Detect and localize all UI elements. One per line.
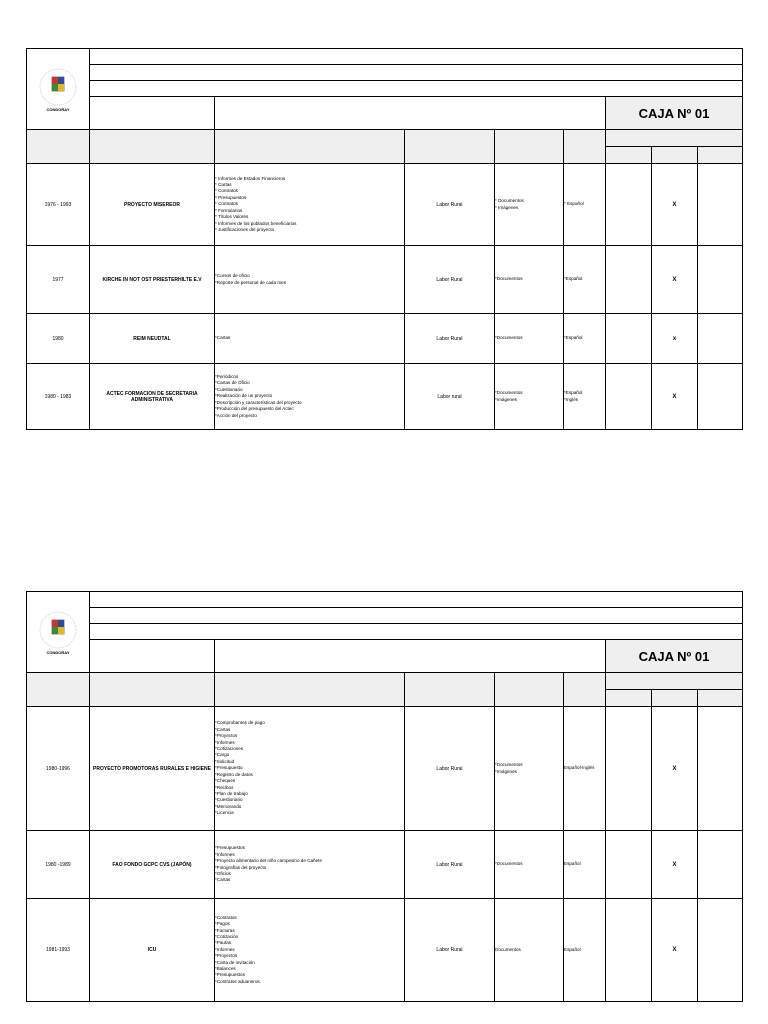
table-row <box>27 246 743 314</box>
content-item: *Pagos <box>215 921 230 927</box>
row-language <box>564 246 606 314</box>
col-header-type <box>495 130 564 164</box>
info-cell <box>90 624 743 640</box>
content-item: *Informes <box>215 851 235 857</box>
content-item: *Cartas de Oficio <box>215 380 250 386</box>
content-item: * Contratos <box>215 201 238 207</box>
content-item: *Presupuesto <box>215 765 243 771</box>
row-contents <box>215 164 405 246</box>
box-number-label: CAJA Nº 01 <box>606 640 743 673</box>
col-header-date <box>27 673 90 707</box>
type-item: *Documentos <box>495 335 523 341</box>
row-project: PROYECTO PROMOTORAS RURALES E HIGIENE <box>90 707 215 831</box>
language-item: Español <box>564 946 581 952</box>
content-item: *Cartas <box>215 877 231 883</box>
row-project: KIRCHE IN NOT OST PRIESTERHILTE E.V <box>90 246 215 314</box>
content-item: *Oficios <box>215 870 231 876</box>
row-language <box>564 164 606 246</box>
type-item: *Documentos <box>495 276 523 282</box>
row-mark: X <box>652 164 698 246</box>
type-item: * Imágenes <box>495 204 519 210</box>
table-row <box>27 899 743 1002</box>
row-contents <box>215 314 405 364</box>
row-state-a <box>606 314 652 364</box>
row-area: Labor Rural <box>405 246 495 314</box>
row-date: 1981-1993 <box>27 899 90 1002</box>
col-header-state-b <box>652 690 698 707</box>
row-date: 1980 - 1983 <box>27 364 90 430</box>
institution-logo <box>27 610 89 650</box>
content-item: *Periódicos <box>215 374 239 380</box>
type-item: * Documentos <box>495 198 524 204</box>
content-item: *Contratos <box>215 914 237 920</box>
row-language <box>564 707 606 831</box>
row-mark: X <box>652 831 698 899</box>
row-area: Labor rural <box>405 364 495 430</box>
row-state-c <box>698 314 743 364</box>
logo-text: CONDORAY <box>46 649 70 655</box>
row-date: 1980 -1989 <box>27 831 90 899</box>
table-row <box>27 314 743 364</box>
content-item: *Informes <box>215 946 235 952</box>
subtitle-cell <box>90 608 743 624</box>
subtitle-cell <box>90 65 743 81</box>
box-number-label: CAJA Nº 01 <box>606 97 743 130</box>
row-mark: X <box>652 364 698 430</box>
col-header-type <box>495 673 564 707</box>
content-item: * Justificaciones del proyecto <box>215 226 275 232</box>
row-contents <box>215 707 405 831</box>
col-header-language <box>564 673 606 707</box>
row-contents <box>215 831 405 899</box>
logo-cell <box>27 49 90 130</box>
table-row <box>27 164 743 246</box>
header-blank-b <box>215 640 606 673</box>
content-item: * Cartas <box>215 182 232 188</box>
row-state-c <box>698 364 743 430</box>
row-date: 1976 - 1993 <box>27 164 90 246</box>
content-item: *Facturas <box>215 927 235 933</box>
col-header-area <box>405 130 495 164</box>
col-header-language <box>564 130 606 164</box>
row-project: PROYECTO MISEREOR <box>90 164 215 246</box>
header-blank-a <box>90 97 215 130</box>
row-project: FAO FONDO GCPC CVS (JAPÓN) <box>90 831 215 899</box>
logo-cell <box>27 592 90 673</box>
content-item: *Presupuestos <box>215 972 245 978</box>
row-state-c <box>698 246 743 314</box>
content-item: *Cartas <box>215 726 231 732</box>
type-item: Documentos <box>495 946 521 952</box>
language-item: *Inglés <box>564 396 579 402</box>
language-item: Español <box>564 861 581 867</box>
content-item: *Cuestionario <box>215 386 243 392</box>
content-item: *Realización de un proyecto <box>215 393 273 399</box>
content-item: *Memorando <box>215 803 242 809</box>
row-date: 1980 <box>27 314 90 364</box>
row-language <box>564 314 606 364</box>
row-mark: X <box>652 246 698 314</box>
content-item: *Comprobantes de pago <box>215 720 265 726</box>
content-item: * Informes de los poblados beneficiarios <box>215 220 297 226</box>
content-item: *Reporte de personal de cada mes <box>215 279 286 285</box>
content-item: *Presupuestos <box>215 845 245 851</box>
language-item: *Español <box>564 335 583 341</box>
col-header-state-a <box>606 147 652 164</box>
row-contents <box>215 899 405 1002</box>
content-item: *Cotización <box>215 933 239 939</box>
row-state-a <box>606 246 652 314</box>
row-contents <box>215 364 405 430</box>
content-item: *Pautas <box>215 940 232 946</box>
content-item: *Fotografías del proyecto <box>215 864 267 870</box>
header-blank-b <box>215 97 606 130</box>
content-item: *Licencia <box>215 810 234 816</box>
col-header-project <box>90 673 215 707</box>
header-blank-a <box>90 640 215 673</box>
row-mark: x <box>652 314 698 364</box>
row-state-c <box>698 831 743 899</box>
table-row <box>27 707 743 831</box>
row-state-a <box>606 831 652 899</box>
row-type <box>495 831 564 899</box>
type-item: *Imágenes <box>495 768 517 774</box>
table-row <box>27 831 743 899</box>
row-type <box>495 899 564 1002</box>
content-item: *Cartas <box>215 335 231 341</box>
row-type <box>495 164 564 246</box>
type-item: *Documentos <box>495 861 523 867</box>
col-header-project <box>90 130 215 164</box>
row-contents <box>215 246 405 314</box>
col-header-state-c <box>698 690 743 707</box>
row-type <box>495 707 564 831</box>
title-cell <box>90 49 743 65</box>
col-header-state <box>606 130 743 147</box>
language-item: * Español <box>564 201 584 207</box>
row-state-c <box>698 899 743 1002</box>
row-state-a <box>606 364 652 430</box>
content-item: *Cotizaciones <box>215 746 244 752</box>
row-area: Labor Rural <box>405 831 495 899</box>
col-header-state-c <box>698 147 743 164</box>
content-item: * Formularios <box>215 207 243 213</box>
info-cell <box>90 81 743 97</box>
language-item: Español-Inglés <box>564 765 595 771</box>
language-item: *Español <box>564 390 583 396</box>
content-item: *Descripción y características del proyecto <box>215 399 302 405</box>
institution-logo <box>27 67 89 107</box>
row-date: 1980-1996 <box>27 707 90 831</box>
type-item: *Imágenes <box>495 396 517 402</box>
inventory-table <box>26 48 743 430</box>
content-item: *Registro de datos <box>215 771 253 777</box>
row-project: REIM NEUDTAL <box>90 314 215 364</box>
content-item: *Solicitud <box>215 758 235 764</box>
row-state-a <box>606 164 652 246</box>
content-item: *Plan de trabajo <box>215 790 248 796</box>
content-item: *Proyectos <box>215 953 238 959</box>
language-item: *Español <box>564 276 583 282</box>
content-item: *Balances <box>215 966 236 972</box>
row-area: Labor Rural <box>405 707 495 831</box>
content-item: *Cheques <box>215 778 236 784</box>
row-state-a <box>606 899 652 1002</box>
row-language <box>564 899 606 1002</box>
row-type <box>495 246 564 314</box>
row-type <box>495 314 564 364</box>
col-header-content <box>215 130 405 164</box>
inventory-sheet-2 <box>26 591 742 1002</box>
content-item: *Cargo <box>215 752 230 758</box>
table-row <box>27 364 743 430</box>
row-area: Labor Rural <box>405 164 495 246</box>
row-area: Labor Rural <box>405 314 495 364</box>
col-header-area <box>405 673 495 707</box>
row-project: ACTEC FORMACION DE SECRETARIA ADMINISTRATIVA <box>90 364 215 430</box>
col-header-state-b <box>652 147 698 164</box>
row-area: Labor Rural <box>405 899 495 1002</box>
row-type <box>495 364 564 430</box>
content-item: *Recibos <box>215 784 234 790</box>
col-header-content <box>215 673 405 707</box>
content-item: *Cursos de oficio <box>215 273 250 279</box>
logo-text: CONDORAY <box>46 106 70 112</box>
row-state-c <box>698 164 743 246</box>
type-item: *Documentos <box>495 762 523 768</box>
content-item: * Contratos <box>215 188 238 194</box>
row-project: ICU <box>90 899 215 1002</box>
type-item: *Documentos <box>495 390 523 396</box>
row-date: 1977 <box>27 246 90 314</box>
content-item: *Contratos aduaneros. <box>215 978 261 984</box>
content-item: *Producción del presupuesto del Actec <box>215 406 294 412</box>
row-state-c <box>698 707 743 831</box>
row-language <box>564 364 606 430</box>
col-header-date <box>27 130 90 164</box>
row-language <box>564 831 606 899</box>
content-item: *Informes <box>215 739 235 745</box>
content-item: *Proyecto alimentario del niño campesino de Cañete <box>215 858 322 864</box>
col-header-state <box>606 673 743 690</box>
col-header-state-a <box>606 690 652 707</box>
title-cell <box>90 592 743 608</box>
content-item: * Títulos Valores <box>215 214 249 220</box>
inventory-table <box>26 591 743 1002</box>
inventory-sheet-1 <box>26 48 742 430</box>
content-item: *Carta de invitación <box>215 959 255 965</box>
content-item: *Proyectos <box>215 733 238 739</box>
row-mark: X <box>652 899 698 1002</box>
row-mark: X <box>652 707 698 831</box>
row-state-a <box>606 707 652 831</box>
content-item: *Acción del proyecto <box>215 412 257 418</box>
content-item: *Cuestionario <box>215 797 243 803</box>
content-item: * Presupuestos <box>215 194 247 200</box>
content-item: * Informes de Estados Financieros <box>215 175 286 181</box>
